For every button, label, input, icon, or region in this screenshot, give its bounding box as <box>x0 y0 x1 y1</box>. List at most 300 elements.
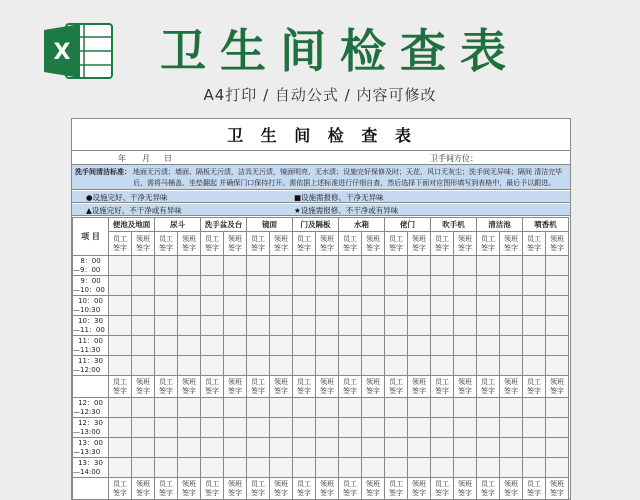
check-cell[interactable] <box>385 418 408 438</box>
area-header-row <box>73 218 569 232</box>
check-cell[interactable] <box>385 276 408 296</box>
check-cell[interactable] <box>224 438 247 458</box>
leader-sign-header: 领班 签字 <box>178 478 201 500</box>
check-cell[interactable] <box>454 356 477 376</box>
check-cell[interactable] <box>155 418 178 438</box>
check-cell[interactable] <box>454 336 477 356</box>
check-cell[interactable] <box>293 256 316 276</box>
check-cell[interactable] <box>293 316 316 336</box>
check-cell[interactable] <box>339 296 362 316</box>
check-cell[interactable] <box>155 296 178 316</box>
check-cell[interactable] <box>224 398 247 418</box>
time-slot-row <box>73 458 569 478</box>
check-cell[interactable] <box>316 438 339 458</box>
check-cell[interactable] <box>500 276 523 296</box>
check-cell[interactable] <box>408 316 431 336</box>
check-cell[interactable] <box>270 458 293 478</box>
check-cell[interactable] <box>201 418 224 438</box>
logo-letter: X <box>53 40 71 65</box>
check-cell[interactable] <box>385 316 408 336</box>
checklist-sheet <box>71 118 571 500</box>
staff-sign-header: 员工 签字 <box>201 232 224 256</box>
staff-sign-header: 员工 签字 <box>385 376 408 398</box>
blank-cell <box>73 376 109 398</box>
time-slot-row <box>73 296 569 316</box>
leader-sign-header: 领班 签字 <box>224 232 247 256</box>
check-cell[interactable] <box>477 336 500 356</box>
staff-sign-header: 员工 签字 <box>523 376 546 398</box>
check-cell[interactable] <box>362 256 385 276</box>
area-header: 尿斗 <box>155 218 201 232</box>
check-cell[interactable] <box>155 256 178 276</box>
check-cell[interactable] <box>293 276 316 296</box>
check-cell[interactable] <box>132 418 155 438</box>
check-cell[interactable] <box>523 316 546 336</box>
page-subtitle: A4打印 / 自动公式 / 内容可修改 <box>203 86 437 104</box>
check-cell[interactable] <box>385 458 408 478</box>
check-cell[interactable] <box>431 296 454 316</box>
area-header: 水箱 <box>339 218 385 232</box>
check-cell[interactable] <box>500 356 523 376</box>
check-cell[interactable] <box>270 336 293 356</box>
check-cell[interactable] <box>178 336 201 356</box>
check-cell[interactable] <box>500 336 523 356</box>
item-header: 项 目 <box>73 218 109 256</box>
sign-row <box>73 478 569 500</box>
legend-row-2 <box>72 204 571 216</box>
standard-label: 洗手间清洁标准： <box>75 168 131 176</box>
check-cell[interactable] <box>155 276 178 296</box>
check-cell[interactable] <box>109 336 132 356</box>
staff-sign-header: 员工 签字 <box>477 478 500 500</box>
check-cell[interactable] <box>224 316 247 336</box>
area-header: 洗手盆及台 <box>201 218 247 232</box>
sign-header-row <box>73 232 569 256</box>
time-slot-row <box>73 256 569 276</box>
check-cell[interactable] <box>201 256 224 276</box>
check-cell[interactable] <box>546 418 569 438</box>
check-cell[interactable] <box>109 418 132 438</box>
check-cell[interactable] <box>546 398 569 418</box>
check-cell[interactable] <box>201 458 224 478</box>
check-cell[interactable] <box>339 458 362 478</box>
staff-sign-header: 员工 签字 <box>385 232 408 256</box>
page-title: 卫生间检查表 <box>160 24 520 78</box>
check-cell[interactable] <box>109 438 132 458</box>
check-cell[interactable] <box>201 336 224 356</box>
check-cell[interactable] <box>132 458 155 478</box>
inspection-table <box>72 217 569 500</box>
check-cell[interactable] <box>293 458 316 478</box>
leader-sign-header: 领班 签字 <box>316 478 339 500</box>
leader-sign-header: 领班 签字 <box>408 478 431 500</box>
check-cell[interactable] <box>454 458 477 478</box>
check-cell[interactable] <box>385 356 408 376</box>
date-location-row <box>72 150 571 164</box>
check-cell[interactable] <box>477 458 500 478</box>
legend-circle: ●设施完好、干净无异味 <box>86 193 168 202</box>
check-cell[interactable] <box>362 418 385 438</box>
check-cell[interactable] <box>408 276 431 296</box>
staff-sign-header: 员工 签字 <box>293 232 316 256</box>
check-cell[interactable] <box>362 398 385 418</box>
check-cell[interactable] <box>362 296 385 316</box>
check-cell[interactable] <box>546 438 569 458</box>
check-cell[interactable] <box>247 256 270 276</box>
check-cell[interactable] <box>224 356 247 376</box>
check-cell[interactable] <box>132 438 155 458</box>
check-cell[interactable] <box>109 276 132 296</box>
leader-sign-header: 领班 签字 <box>132 232 155 256</box>
check-cell[interactable] <box>109 356 132 376</box>
check-cell[interactable] <box>132 296 155 316</box>
check-cell[interactable] <box>339 418 362 438</box>
check-cell[interactable] <box>155 356 178 376</box>
banner <box>0 0 640 115</box>
check-cell[interactable] <box>385 256 408 276</box>
check-cell[interactable] <box>477 398 500 418</box>
check-cell[interactable] <box>132 276 155 296</box>
check-cell[interactable] <box>132 316 155 336</box>
check-cell[interactable] <box>500 398 523 418</box>
check-cell[interactable] <box>454 256 477 276</box>
check-cell[interactable] <box>362 458 385 478</box>
staff-sign-header: 员工 签字 <box>293 376 316 398</box>
check-cell[interactable] <box>362 356 385 376</box>
check-cell[interactable] <box>523 256 546 276</box>
staff-sign-header: 员工 签字 <box>109 478 132 500</box>
check-cell[interactable] <box>224 256 247 276</box>
check-cell[interactable] <box>224 418 247 438</box>
check-cell[interactable] <box>109 256 132 276</box>
staff-sign-header: 员工 签字 <box>431 376 454 398</box>
check-cell[interactable] <box>270 256 293 276</box>
check-cell[interactable] <box>477 256 500 276</box>
staff-sign-header: 员工 签字 <box>109 376 132 398</box>
staff-sign-header: 员工 签字 <box>293 478 316 500</box>
check-cell[interactable] <box>247 336 270 356</box>
check-cell[interactable] <box>546 316 569 336</box>
check-cell[interactable] <box>523 336 546 356</box>
check-cell[interactable] <box>477 296 500 316</box>
check-cell[interactable] <box>155 316 178 336</box>
time-slot-label: 12：00 —12:30 <box>73 398 109 418</box>
staff-sign-header: 员工 签字 <box>155 376 178 398</box>
leader-sign-header: 领班 签字 <box>546 376 569 398</box>
check-cell[interactable] <box>201 356 224 376</box>
check-cell[interactable] <box>500 256 523 276</box>
time-slot-row <box>73 418 569 438</box>
check-cell[interactable] <box>408 336 431 356</box>
check-cell[interactable] <box>362 438 385 458</box>
check-cell[interactable] <box>523 276 546 296</box>
check-cell[interactable] <box>523 356 546 376</box>
staff-sign-header: 员工 签字 <box>523 478 546 500</box>
check-cell[interactable] <box>523 418 546 438</box>
leader-sign-header: 领班 签字 <box>270 232 293 256</box>
check-cell[interactable] <box>385 438 408 458</box>
check-cell[interactable] <box>155 438 178 458</box>
staff-sign-header: 员工 签字 <box>247 232 270 256</box>
check-cell[interactable] <box>408 296 431 316</box>
time-slot-row <box>73 276 569 296</box>
check-cell[interactable] <box>178 256 201 276</box>
check-cell[interactable] <box>523 438 546 458</box>
check-cell[interactable] <box>500 316 523 336</box>
check-cell[interactable] <box>293 336 316 356</box>
check-cell[interactable] <box>431 256 454 276</box>
check-cell[interactable] <box>316 398 339 418</box>
check-cell[interactable] <box>408 438 431 458</box>
check-cell[interactable] <box>109 296 132 316</box>
check-cell[interactable] <box>270 398 293 418</box>
check-cell[interactable] <box>408 356 431 376</box>
staff-sign-header: 员工 签字 <box>155 232 178 256</box>
check-cell[interactable] <box>339 276 362 296</box>
check-cell[interactable] <box>500 438 523 458</box>
check-cell[interactable] <box>385 336 408 356</box>
leader-sign-header: 领班 签字 <box>178 376 201 398</box>
check-cell[interactable] <box>546 276 569 296</box>
check-cell[interactable] <box>339 336 362 356</box>
check-cell[interactable] <box>270 296 293 316</box>
check-cell[interactable] <box>155 458 178 478</box>
check-cell[interactable] <box>316 356 339 376</box>
check-cell[interactable] <box>247 276 270 296</box>
check-cell[interactable] <box>178 398 201 418</box>
area-header: 喷香机 <box>523 218 569 232</box>
cleaning-standard <box>72 164 571 190</box>
check-cell[interactable] <box>270 438 293 458</box>
check-cell[interactable] <box>247 418 270 438</box>
check-cell[interactable] <box>293 296 316 316</box>
check-cell[interactable] <box>523 296 546 316</box>
check-cell[interactable] <box>201 296 224 316</box>
time-slot-row <box>73 316 569 336</box>
check-cell[interactable] <box>178 296 201 316</box>
check-cell[interactable] <box>270 418 293 438</box>
sign-row <box>73 376 569 398</box>
check-cell[interactable] <box>454 438 477 458</box>
check-cell[interactable] <box>454 316 477 336</box>
month-label: 月 <box>142 154 150 163</box>
check-cell[interactable] <box>155 336 178 356</box>
check-cell[interactable] <box>316 336 339 356</box>
check-cell[interactable] <box>224 296 247 316</box>
check-cell[interactable] <box>293 398 316 418</box>
leader-sign-header: 领班 签字 <box>270 376 293 398</box>
staff-sign-header: 员工 签字 <box>339 376 362 398</box>
leader-sign-header: 领班 签字 <box>178 232 201 256</box>
check-cell[interactable] <box>546 296 569 316</box>
leader-sign-header: 领班 签字 <box>500 376 523 398</box>
check-cell[interactable] <box>247 438 270 458</box>
check-cell[interactable] <box>546 256 569 276</box>
area-header: 佬门 <box>385 218 431 232</box>
check-cell[interactable] <box>247 316 270 336</box>
check-cell[interactable] <box>477 316 500 336</box>
check-cell[interactable] <box>339 256 362 276</box>
staff-sign-header: 员工 签字 <box>339 478 362 500</box>
time-slot-label: 10：00 —10:30 <box>73 296 109 316</box>
check-cell[interactable] <box>109 398 132 418</box>
check-cell[interactable] <box>408 256 431 276</box>
check-cell[interactable] <box>109 458 132 478</box>
check-cell[interactable] <box>431 458 454 478</box>
check-cell[interactable] <box>316 296 339 316</box>
check-cell[interactable] <box>385 296 408 316</box>
time-slot-label: 13：00 —13:30 <box>73 438 109 458</box>
check-cell[interactable] <box>247 356 270 376</box>
check-cell[interactable] <box>362 336 385 356</box>
check-cell[interactable] <box>316 458 339 478</box>
location-label: 卫手间方位： <box>430 154 478 163</box>
staff-sign-header: 员工 签字 <box>431 478 454 500</box>
staff-sign-header: 员工 签字 <box>201 376 224 398</box>
check-cell[interactable] <box>178 356 201 376</box>
check-cell[interactable] <box>408 398 431 418</box>
staff-sign-header: 员工 签字 <box>477 376 500 398</box>
check-cell[interactable] <box>247 458 270 478</box>
check-cell[interactable] <box>362 316 385 336</box>
check-cell[interactable] <box>201 398 224 418</box>
leader-sign-header: 领班 签字 <box>316 376 339 398</box>
leader-sign-header: 领班 签字 <box>362 376 385 398</box>
check-cell[interactable] <box>500 418 523 438</box>
area-header: 门及隔板 <box>293 218 339 232</box>
time-slot-label: 8：00 —9：00 <box>73 256 109 276</box>
check-cell[interactable] <box>132 256 155 276</box>
check-cell[interactable] <box>178 276 201 296</box>
legend-square: ■设施需报修、干净无异味 <box>294 193 384 202</box>
time-slot-label: 9：00 —10：00 <box>73 276 109 296</box>
legend-star: ★设施需报修、不干净或有异味 <box>294 206 399 215</box>
check-cell[interactable] <box>178 418 201 438</box>
check-cell[interactable] <box>201 276 224 296</box>
staff-sign-header: 员工 签字 <box>247 478 270 500</box>
legend-row-1 <box>72 191 571 203</box>
leader-sign-header: 领班 签字 <box>316 232 339 256</box>
check-cell[interactable] <box>454 398 477 418</box>
time-slot-label: 11：00 —11:30 <box>73 336 109 356</box>
check-cell[interactable] <box>178 458 201 478</box>
area-header: 清洁池 <box>477 218 523 232</box>
check-cell[interactable] <box>500 458 523 478</box>
check-cell[interactable] <box>408 458 431 478</box>
check-cell[interactable] <box>270 316 293 336</box>
check-cell[interactable] <box>454 418 477 438</box>
check-cell[interactable] <box>132 356 155 376</box>
check-cell[interactable] <box>454 296 477 316</box>
check-cell[interactable] <box>500 296 523 316</box>
check-cell[interactable] <box>316 256 339 276</box>
check-cell[interactable] <box>477 418 500 438</box>
check-cell[interactable] <box>546 458 569 478</box>
leader-sign-header: 领班 签字 <box>546 478 569 500</box>
check-cell[interactable] <box>247 398 270 418</box>
check-cell[interactable] <box>178 438 201 458</box>
check-cell[interactable] <box>523 458 546 478</box>
check-cell[interactable] <box>270 356 293 376</box>
check-cell[interactable] <box>454 276 477 296</box>
check-cell[interactable] <box>477 438 500 458</box>
area-header: 吹手机 <box>431 218 477 232</box>
check-cell[interactable] <box>132 398 155 418</box>
check-cell[interactable] <box>178 316 201 336</box>
check-cell[interactable] <box>247 296 270 316</box>
check-cell[interactable] <box>270 276 293 296</box>
check-cell[interactable] <box>431 276 454 296</box>
check-cell[interactable] <box>546 356 569 376</box>
staff-sign-header: 员工 签字 <box>523 232 546 256</box>
time-slot-label: 11：30 —12:00 <box>73 356 109 376</box>
legend-triangle: ▲设施完好、不干净或有异味 <box>86 206 182 215</box>
check-cell[interactable] <box>339 316 362 336</box>
excel-logo-icon <box>44 22 114 80</box>
leader-sign-header: 领班 签字 <box>500 478 523 500</box>
check-cell[interactable] <box>155 398 178 418</box>
check-cell[interactable] <box>385 398 408 418</box>
check-cell[interactable] <box>316 418 339 438</box>
check-cell[interactable] <box>316 276 339 296</box>
staff-sign-header: 员工 签字 <box>339 232 362 256</box>
blank-cell <box>73 478 109 500</box>
check-cell[interactable] <box>339 438 362 458</box>
leader-sign-header: 领班 签字 <box>408 376 431 398</box>
check-cell[interactable] <box>431 438 454 458</box>
check-cell[interactable] <box>431 316 454 336</box>
check-cell[interactable] <box>431 356 454 376</box>
check-cell[interactable] <box>523 398 546 418</box>
check-cell[interactable] <box>362 276 385 296</box>
check-cell[interactable] <box>201 316 224 336</box>
sheet-title: 卫 生 间 检 查 表 <box>227 126 417 145</box>
check-cell[interactable] <box>201 438 224 458</box>
staff-sign-header: 员工 签字 <box>477 232 500 256</box>
check-cell[interactable] <box>431 418 454 438</box>
check-cell[interactable] <box>408 418 431 438</box>
leader-sign-header: 领班 签字 <box>408 232 431 256</box>
area-header: 便池及地面 <box>109 218 155 232</box>
check-cell[interactable] <box>477 276 500 296</box>
check-cell[interactable] <box>339 398 362 418</box>
check-cell[interactable] <box>224 276 247 296</box>
time-slot-row <box>73 356 569 376</box>
leader-sign-header: 领班 签字 <box>362 232 385 256</box>
staff-sign-header: 员工 签字 <box>431 232 454 256</box>
check-cell[interactable] <box>431 336 454 356</box>
check-cell[interactable] <box>109 316 132 336</box>
check-cell[interactable] <box>339 356 362 376</box>
check-cell[interactable] <box>431 398 454 418</box>
check-cell[interactable] <box>546 336 569 356</box>
check-cell[interactable] <box>293 438 316 458</box>
check-cell[interactable] <box>224 336 247 356</box>
check-cell[interactable] <box>132 336 155 356</box>
check-cell[interactable] <box>293 356 316 376</box>
check-cell[interactable] <box>316 316 339 336</box>
leader-sign-header: 领班 签字 <box>454 478 477 500</box>
leader-sign-header: 领班 签字 <box>132 376 155 398</box>
check-cell[interactable] <box>477 356 500 376</box>
leader-sign-header: 领班 签字 <box>270 478 293 500</box>
time-slot-row <box>73 438 569 458</box>
leader-sign-header: 领班 签字 <box>362 478 385 500</box>
check-cell[interactable] <box>293 418 316 438</box>
staff-sign-header: 员工 签字 <box>247 376 270 398</box>
check-cell[interactable] <box>224 458 247 478</box>
time-slot-label: 10：30 —11：00 <box>73 316 109 336</box>
